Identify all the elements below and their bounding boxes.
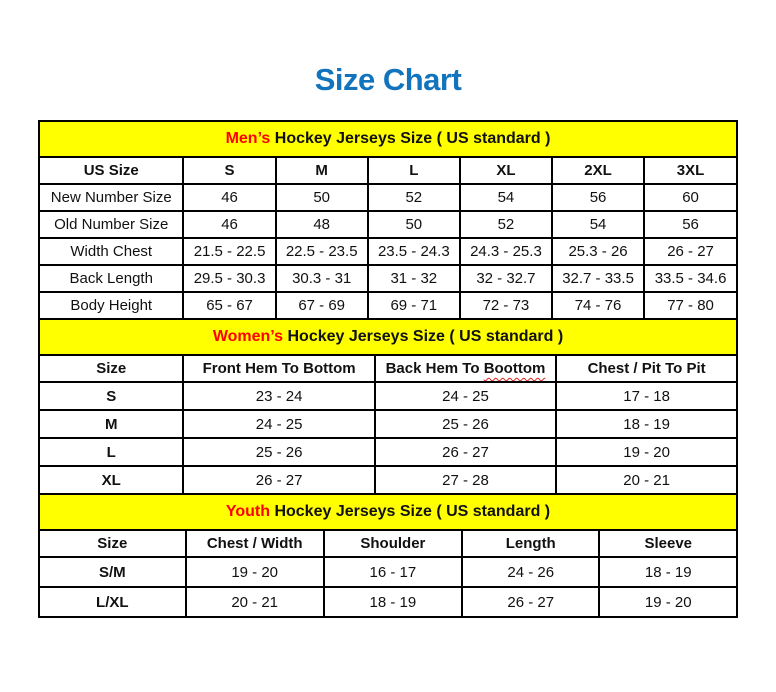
- size-value: 46: [183, 184, 275, 211]
- column-header: Length: [462, 530, 600, 557]
- size-value: 56: [644, 211, 737, 238]
- row-label: Back Length: [39, 265, 183, 292]
- table-row: [39, 382, 737, 410]
- womens-band-highlight: Women’s: [212, 328, 284, 345]
- table-row: [39, 466, 737, 494]
- page-title: Size Chart: [314, 62, 462, 97]
- column-header: L: [368, 157, 460, 184]
- row-label: S: [39, 382, 183, 410]
- size-value: 26 - 27: [375, 438, 556, 466]
- column-header: Shoulder: [324, 530, 462, 557]
- row-label: L/XL: [39, 587, 186, 617]
- size-value: 26 - 27: [644, 238, 737, 265]
- column-header: US Size: [39, 157, 183, 184]
- column-header: XL: [460, 157, 552, 184]
- size-value: 48: [276, 211, 368, 238]
- row-label: M: [39, 410, 183, 438]
- column-header: Size: [39, 355, 183, 382]
- misspelled-word: Boottom: [483, 360, 546, 377]
- youth-size-section: [38, 493, 738, 618]
- table-row: [39, 587, 737, 617]
- size-value: 32.7 - 33.5: [552, 265, 644, 292]
- size-value: 25 - 26: [183, 438, 374, 466]
- size-value: 74 - 76: [552, 292, 644, 319]
- row-label: L: [39, 438, 183, 466]
- row-label: S/M: [39, 557, 186, 587]
- size-value: 21.5 - 22.5: [183, 238, 275, 265]
- column-header: S: [183, 157, 275, 184]
- column-header: Chest / Width: [186, 530, 324, 557]
- mens-size-table: [38, 156, 738, 320]
- size-value: 54: [552, 211, 644, 238]
- size-value: 18 - 19: [324, 587, 462, 617]
- size-value: 24 - 26: [462, 557, 600, 587]
- youth-section-band: [38, 493, 738, 531]
- column-header: 2XL: [552, 157, 644, 184]
- column-header: Size: [39, 530, 186, 557]
- mens-size-section: [38, 120, 738, 320]
- table-row: [39, 211, 737, 238]
- header-row: [39, 355, 737, 382]
- size-value: 20 - 21: [186, 587, 324, 617]
- youth-band-highlight: Youth: [225, 503, 270, 520]
- table-row: [39, 557, 737, 587]
- row-label: Body Height: [39, 292, 183, 319]
- size-value: 25.3 - 26: [552, 238, 644, 265]
- size-value: 19 - 20: [556, 438, 737, 466]
- size-value: 50: [276, 184, 368, 211]
- size-value: 18 - 19: [599, 557, 737, 587]
- size-value: 19 - 20: [599, 587, 737, 617]
- size-value: 50: [368, 211, 460, 238]
- table-row: [39, 184, 737, 211]
- size-value: 24.3 - 25.3: [460, 238, 552, 265]
- womens-size-table: [38, 354, 738, 495]
- row-label: Width Chest: [39, 238, 183, 265]
- size-value: 24 - 25: [183, 410, 374, 438]
- womens-band-text: Hockey Jerseys Size ( US standard ): [283, 328, 564, 345]
- size-value: 31 - 32: [368, 265, 460, 292]
- size-value: 19 - 20: [186, 557, 324, 587]
- size-tables-container: [38, 120, 738, 618]
- size-value: 25 - 26: [375, 410, 556, 438]
- size-value: 17 - 18: [556, 382, 737, 410]
- size-value: 67 - 69: [276, 292, 368, 319]
- size-value: 26 - 27: [183, 466, 374, 494]
- size-value: 20 - 21: [556, 466, 737, 494]
- womens-section-band: [38, 318, 738, 356]
- size-value: 23 - 24: [183, 382, 374, 410]
- row-label: Old Number Size: [39, 211, 183, 238]
- table-row: [39, 265, 737, 292]
- column-header: Chest / Pit To Pit: [556, 355, 737, 382]
- mens-band-highlight: Men’s: [225, 130, 271, 147]
- size-value: 46: [183, 211, 275, 238]
- column-header: 3XL: [644, 157, 737, 184]
- table-row: [39, 238, 737, 265]
- size-value: 22.5 - 23.5: [276, 238, 368, 265]
- mens-section-band: [38, 120, 738, 158]
- row-label: New Number Size: [39, 184, 183, 211]
- size-value: 69 - 71: [368, 292, 460, 319]
- size-value: 32 - 32.7: [460, 265, 552, 292]
- header-row: [39, 157, 737, 184]
- column-header: Front Hem To Bottom: [183, 355, 374, 382]
- size-value: 65 - 67: [183, 292, 275, 319]
- table-row: [39, 292, 737, 319]
- size-value: 26 - 27: [462, 587, 600, 617]
- row-label: XL: [39, 466, 183, 494]
- size-value: 30.3 - 31: [276, 265, 368, 292]
- womens-size-section: [38, 318, 738, 495]
- size-value: 33.5 - 34.6: [644, 265, 737, 292]
- size-value: 60: [644, 184, 737, 211]
- size-value: 77 - 80: [644, 292, 737, 319]
- size-value: 23.5 - 24.3: [368, 238, 460, 265]
- size-value: 16 - 17: [324, 557, 462, 587]
- size-value: 18 - 19: [556, 410, 737, 438]
- column-header: Back Hem To Boottom: [375, 355, 556, 382]
- size-value: 24 - 25: [375, 382, 556, 410]
- youth-band-text: Hockey Jerseys Size ( US standard ): [270, 503, 551, 520]
- header-row: [39, 530, 737, 557]
- column-header: Sleeve: [599, 530, 737, 557]
- size-value: 27 - 28: [375, 466, 556, 494]
- size-value: 72 - 73: [460, 292, 552, 319]
- table-row: [39, 410, 737, 438]
- size-value: 29.5 - 30.3: [183, 265, 275, 292]
- column-header: M: [276, 157, 368, 184]
- size-value: 54: [460, 184, 552, 211]
- size-value: 52: [460, 211, 552, 238]
- youth-size-table: [38, 529, 738, 618]
- table-row: [39, 438, 737, 466]
- mens-band-text: Hockey Jerseys Size ( US standard ): [270, 130, 551, 147]
- size-value: 56: [552, 184, 644, 211]
- size-value: 52: [368, 184, 460, 211]
